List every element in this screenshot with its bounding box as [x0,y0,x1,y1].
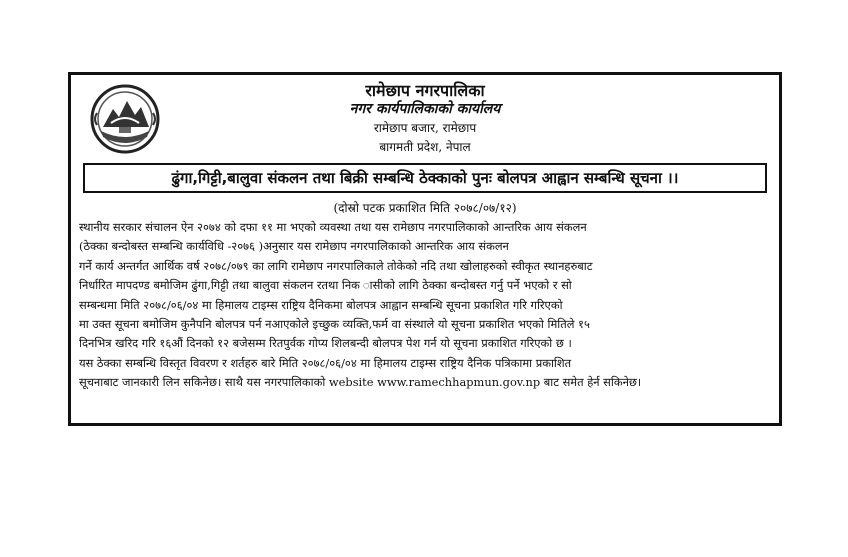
notice-body [79,218,771,393]
body-line: निर्धारित मापदण्ड बमोजिम ढुंगा,गिट्टी तथा बालुवा संकलन रतथा निक ासीको लागि ठेक्का बन्दोबस्त गर्नु पर्ने भएको र सो [79,278,572,293]
body-line: मा उक्त सूचना बमोजिम कुनैपनि बोलपत्र पर्न नआएकोले इच्छुक व्यक्ति,फर्म वा संस्थाले यो सूचना प्रकाशित भएको मितिले १५ [79,317,590,332]
publication-date: (दोस्रो पटक प्रकाशित मिति २०७८/०७/१२) [333,201,517,215]
notice-header [71,75,779,163]
body-line: गर्ने कार्य अन्तर्गत आर्थिक वर्ष २०७८/०७९ का लागि रामेछाप नगरपालिकाले तोकेको नदि तथा खोलाहरुको स्वीकृत स्थानहरुबाट [79,258,593,273]
office-name: नगर कार्यपालिकाको कार्यालय [349,101,501,117]
notice-title: ढुंगा,गिट्टी,बालुवा संकलन तथा बिक्री सम्बन्धि ठेक्काको पुनः बोलपत्र आह्वान सम्बन्धि सूचना ।। [83,163,767,193]
body-line: सम्बन्धमा मिति २०७८/०६/०४ मा हिमालय टाइम्स राष्ट्रिय दैनिकमा बोलपत्र आह्वान सम्बन्धि सूचना प्रकाशित गरि गरिएको [79,297,563,312]
office-heading [71,81,779,157]
body-line: (ठेक्का बन्दोबस्त सम्बन्धि कार्यविधि -२०७६ )अनुसार यस रामेछाप नगरपालिकाको आन्तरिक आय संकलन [79,239,509,254]
address-line-2: बागमती प्रदेश, नेपाल [379,140,471,154]
address-line-1: रामेछाप बजार, रामेछाप [373,121,477,135]
notice-box [68,72,782,426]
body-line: यस ठेक्का सम्बन्धि विस्तृत विवरण र शर्तहरु बारे मिति २०७८/०६/०४ मा हिमालय टाइम्स राष्ट्रिय दैनिक पत्रिकामा प्रकाशित [79,355,572,370]
body-line: दिनभित्र खरिद गरि १६औं दिनको १२ बजेसम्म रितपुर्वक गोप्य शिलबन्दी बोलपत्र पेश गर्न यो सूचना प्रकाशित गरिएको छ । [79,336,572,351]
municipality-name: रामेछाप नगरपालिका [365,81,485,100]
body-line: सूचनाबाट जानकारी लिन सकिनेछ। साथै यस नगरपालिकाको website www.ramechhapmun.gov.np बाट समेत हेर्न सकिनेछ। [79,375,642,390]
body-line: स्थानीय सरकार संचालन ऐन २०७४ को दफा ११ मा भएको व्यवस्था तथा यस रामेछाप नगरपालिकाको आन्तरिक आय संकलन [79,220,587,234]
